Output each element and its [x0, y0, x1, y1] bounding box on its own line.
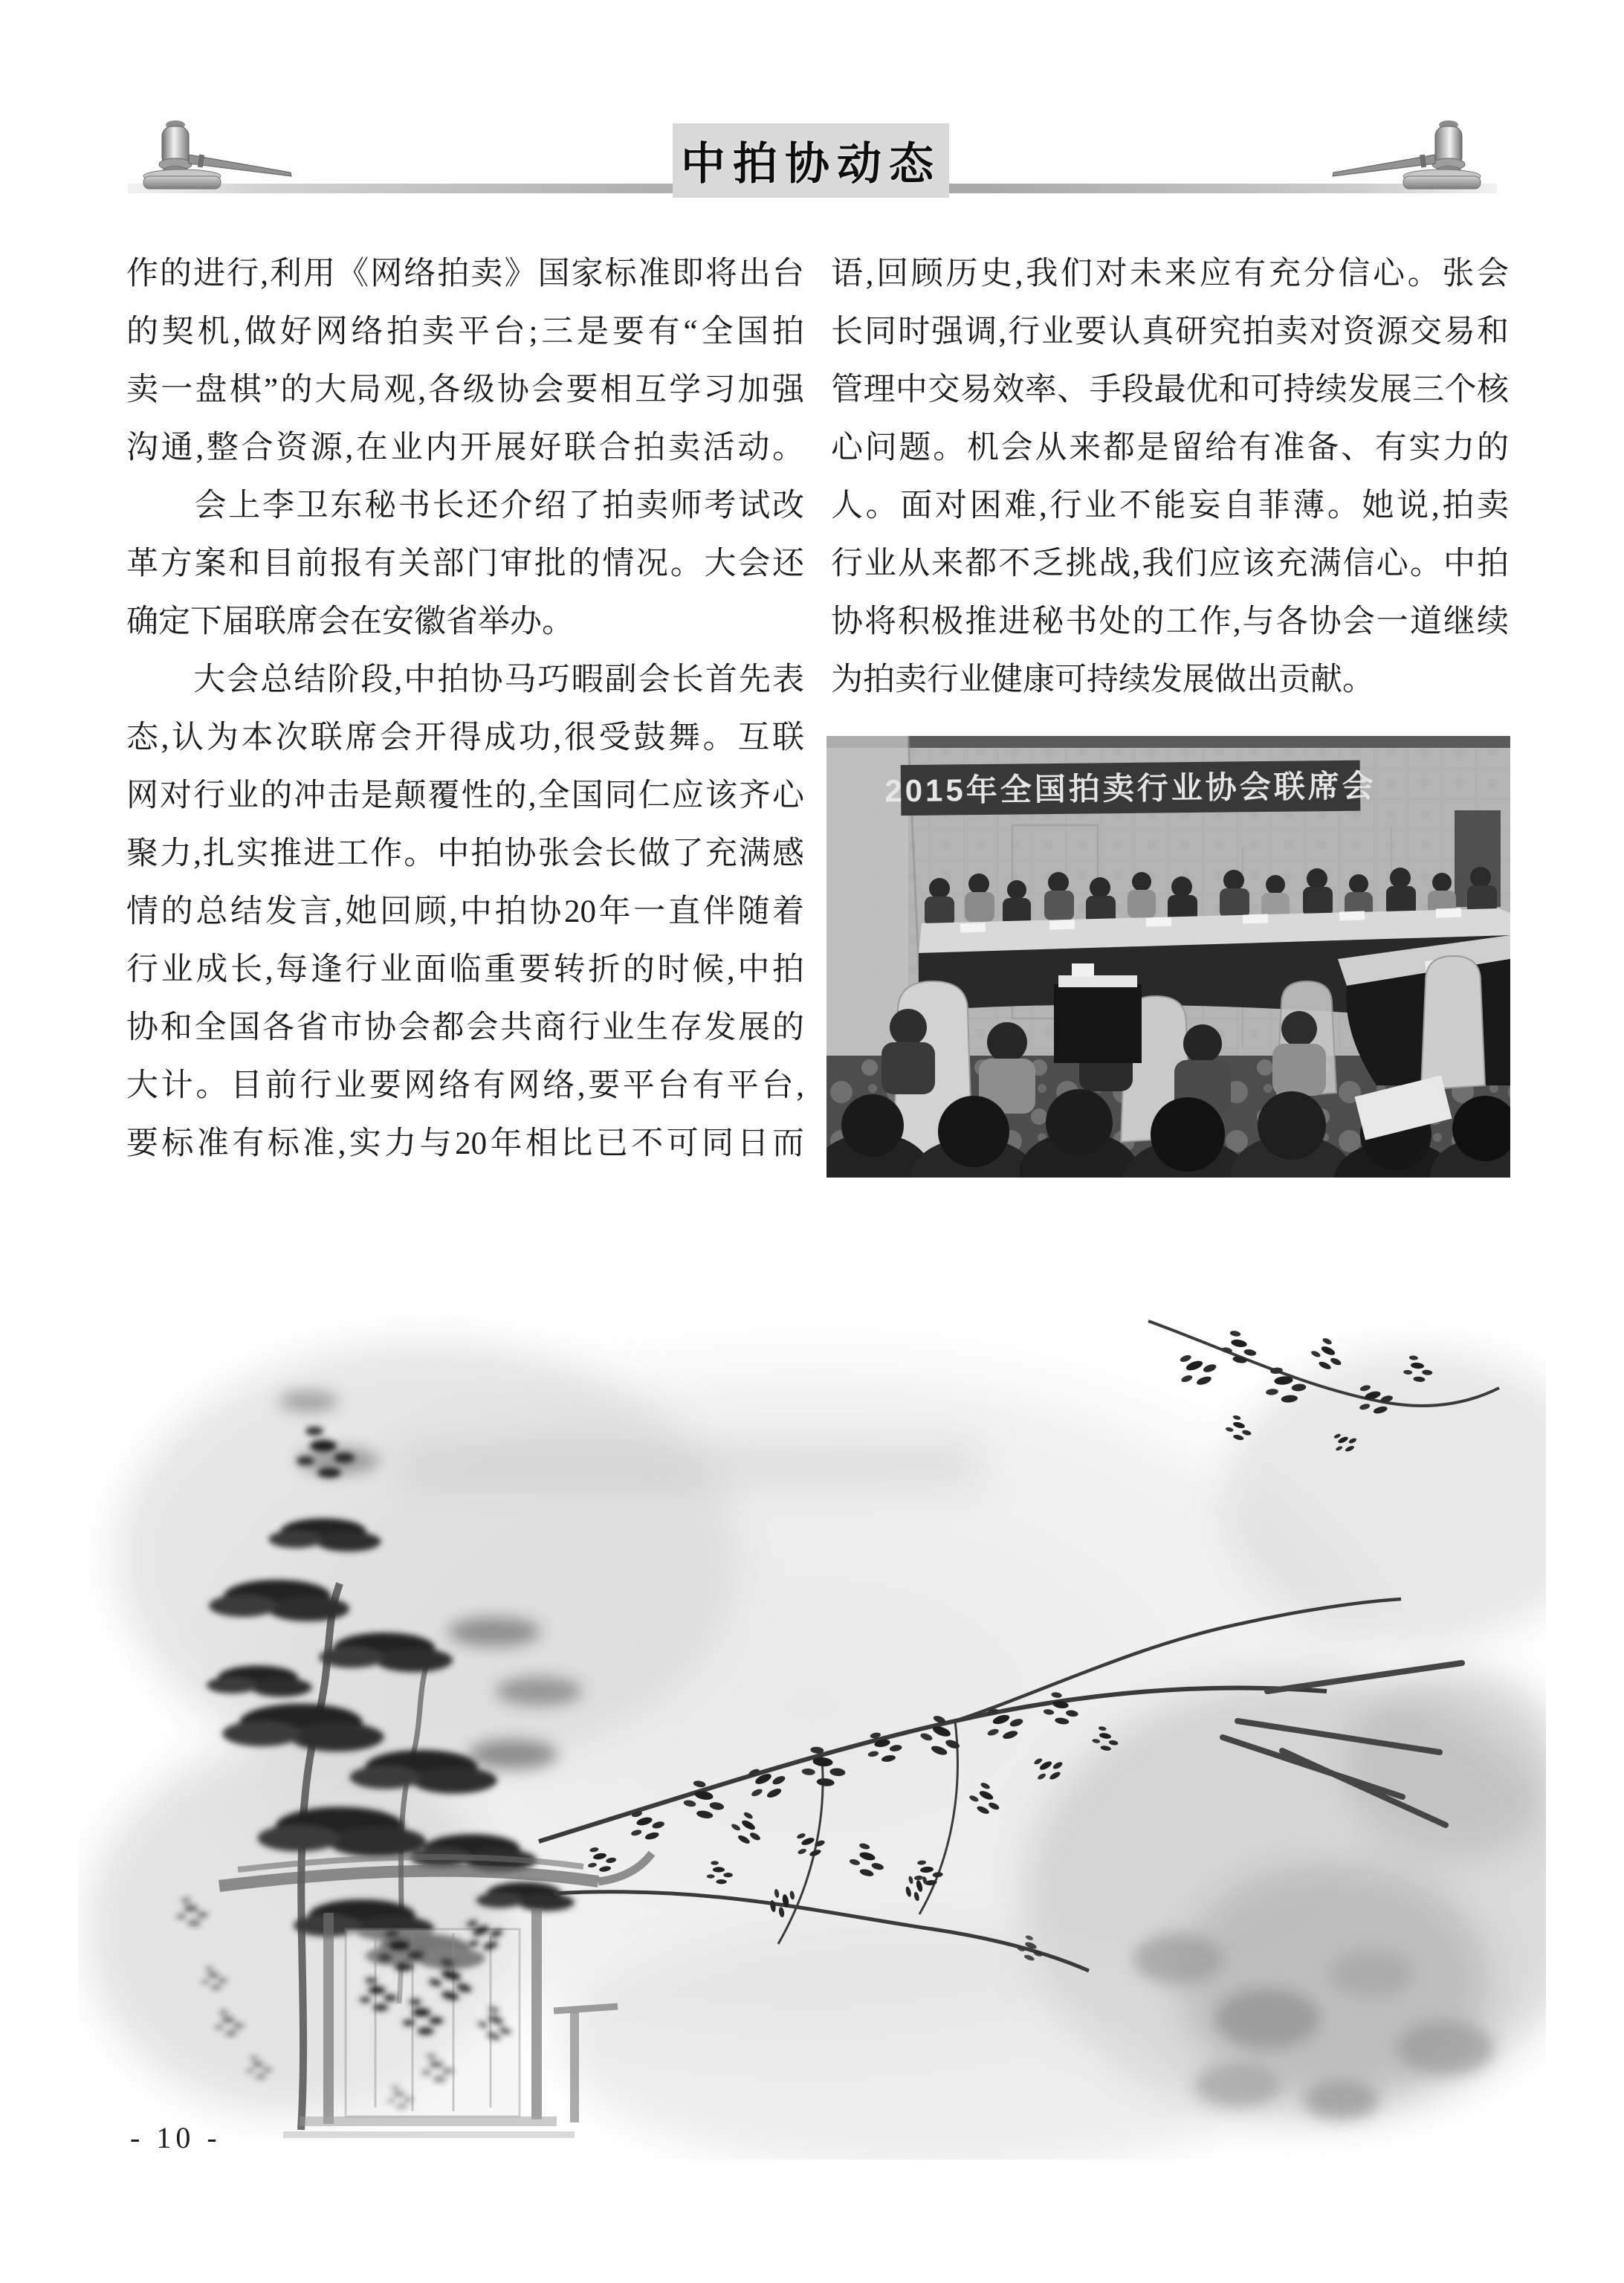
article-column-left — [126, 245, 804, 1173]
photo-banner — [884, 760, 1376, 816]
text-line: 革方案和目前报有关部门审批的情况。大会还 — [126, 546, 804, 581]
text-line: 行业从来都不乏挑战,我们应该充满信心。中拍 — [831, 546, 1509, 581]
photo-center-table — [1054, 963, 1142, 1063]
text-line: 作的进行,利用《网络拍卖》国家标准即将出台 — [126, 256, 804, 291]
text-line: 管理中交易效率、手段最优和可持续发展三个核 — [831, 372, 1509, 407]
text-line: 要标准有标准,实力与20年相比已不可同日而 — [126, 1126, 804, 1161]
text-line: 协将积极推进秘书处的工作,与各协会一道继续 — [831, 604, 1509, 639]
text-line: 网对行业的冲击是颠覆性的,全国同仁应该齐心 — [126, 778, 804, 813]
text-line: 态,认为本次联席会开得成功,很受鼓舞。互联 — [126, 720, 804, 755]
text-line: 长同时强调,行业要认真研究拍卖对资源交易和 — [831, 314, 1509, 349]
text-line: 语,回顾历史,我们对未来应有充分信心。张会 — [831, 256, 1509, 291]
text-line: 大计。目前行业要网络有网络,要平台有平台, — [126, 1068, 804, 1103]
text-line: 会上李卫东秘书长还介绍了拍卖师考试改 — [126, 488, 804, 523]
page-number: - 10 - — [130, 2121, 221, 2154]
gavel-icon — [1324, 117, 1503, 192]
text-line: 聚力,扎实推进工作。中拍协张会长做了充满感 — [126, 836, 804, 871]
text-line: 确定下届联席会在安徽省举办。 — [126, 604, 574, 639]
text-line: 的契机,做好网络拍卖平台;三是要有“全国拍 — [126, 314, 804, 349]
text-line: 沟通,整合资源,在业内开展好联合拍卖活动。 — [126, 430, 804, 465]
text-line: 人。面对困难,行业不能妄自菲薄。她说,拍卖 — [831, 488, 1509, 523]
text-line: 为拍卖行业健康可持续发展做出贡献。 — [831, 662, 1374, 697]
section-title: 中拍协动态 — [681, 139, 941, 189]
text-line: 协和全国各省市协会都会共商行业生存发展的 — [126, 1010, 804, 1045]
section-title-box — [673, 123, 949, 198]
text-line: 卖一盘棋”的大局观,各级协会要相互学习加强 — [126, 372, 804, 407]
ink-painting — [78, 1275, 1546, 2160]
conference-photo — [826, 736, 1510, 1178]
gavel-icon — [121, 117, 300, 192]
article-column-right — [831, 245, 1509, 709]
text-line: 行业成长,每逢行业面临重要转折的时候,中拍 — [126, 952, 804, 987]
text-line: 情的总结发言,她回顾,中拍协20年一直伴随着 — [126, 894, 804, 929]
text-line: 心问题。机会从来都是留给有准备、有实力的 — [831, 430, 1509, 465]
text-line: 大会总结阶段,中拍协马巧暇副会长首先表 — [126, 662, 804, 697]
photo-banner-text: 2015年全国拍卖行业协会联席会 — [884, 768, 1376, 809]
